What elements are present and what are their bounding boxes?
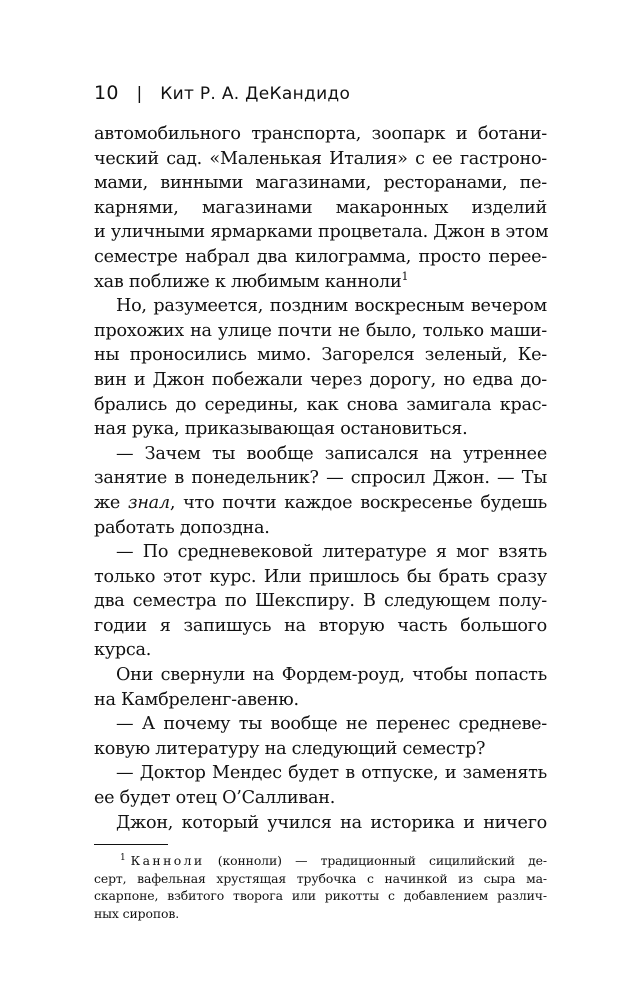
text-line: автомобильного транспорта, зоопарк и ботани- bbox=[94, 124, 547, 144]
text-line: на Камбреленг-авеню. bbox=[94, 689, 299, 710]
line-text: же bbox=[94, 492, 128, 513]
footnote bbox=[94, 852, 547, 922]
text-line: брались до середины, как снова замигала крас- bbox=[94, 394, 547, 415]
text-line: два семестра по Шекспиру. В следующем полу- bbox=[94, 591, 547, 612]
text-line bbox=[94, 270, 547, 295]
text-line: ковую литературу на следующий семестр? bbox=[94, 738, 486, 759]
text-line: Джон, который учился на историка и ничего bbox=[116, 812, 547, 833]
text-line: ее будет отец О’Салливан. bbox=[94, 788, 336, 809]
text-line: только этот курс. Или пришлось бы брать сразу bbox=[94, 566, 547, 587]
line-text: хав поближе к любимым канноли bbox=[94, 271, 402, 292]
text-line: — А почему ты вообще не перенес средневе- bbox=[116, 714, 547, 735]
text-line: Но, разумеется, поздним воскресным вечером bbox=[116, 296, 547, 317]
header-separator: | bbox=[136, 84, 143, 104]
text-line: ная рука, приказывающая остановиться. bbox=[94, 419, 468, 440]
text-line: Они свернули на Фордем-роуд, чтобы попасть bbox=[116, 665, 547, 686]
footnote-divider bbox=[94, 844, 168, 845]
footnote-line: серт, вафельная хрустящая трубочка с начинкой из сыра ма- bbox=[94, 870, 547, 886]
footnote-text: (конноли) — традиционный сицилийский де- bbox=[204, 853, 547, 868]
running-head bbox=[94, 82, 350, 104]
author-title: Кит Р. А. ДеКандидо bbox=[160, 84, 351, 104]
text-line: годии я запишусь на вторую часть большого bbox=[94, 615, 547, 636]
text-line: ческий сад. «Маленькая Италия» с ее гастроно- bbox=[94, 148, 547, 169]
text-line: ны проносились мимо. Загорелся зеленый, Ке- bbox=[94, 345, 547, 366]
text-line: прохожих на улице почти не было, только маши- bbox=[94, 320, 547, 341]
text-line: вин и Джон побежали через дорогу, но едва до- bbox=[94, 369, 547, 390]
footnote-line: ных сиропов. bbox=[94, 905, 180, 921]
footnote-line: скарпоне, взбитого творога или рикотты с добавлением различ- bbox=[94, 888, 547, 904]
page-number: 10 bbox=[94, 82, 119, 104]
text-line bbox=[94, 491, 547, 516]
text-line: — Доктор Мендес будет в отпуске, и заменять bbox=[116, 763, 547, 784]
text-line: — Зачем ты вообще записался на утреннее bbox=[116, 443, 547, 464]
footnote-line bbox=[94, 852, 547, 870]
footnote-marker: 1 bbox=[120, 853, 126, 863]
body-text bbox=[94, 122, 547, 835]
text-line: курса. bbox=[94, 640, 152, 661]
text-line: мами, винными магазинами, ресторанами, пе- bbox=[94, 173, 547, 194]
line-text: , что почти каждое воскресенье будешь bbox=[169, 492, 547, 513]
text-line: работать допоздна. bbox=[94, 517, 270, 538]
text-line: — По средневековой литературе я мог взять bbox=[116, 542, 547, 563]
text-line: карнями, магазинами макаронных изделий bbox=[94, 197, 547, 218]
text-line: занятие в понедельник? — спросил Джон. — Ты bbox=[94, 468, 547, 489]
text-line: и уличными ярмарками процветала. Джон в этом bbox=[94, 222, 549, 243]
footnote-term: Канноли bbox=[130, 853, 205, 868]
text-line: семестре набрал два килограмма, просто переe- bbox=[94, 246, 547, 267]
footnote-ref[interactable]: 1 bbox=[401, 269, 409, 283]
emphasis: знал bbox=[128, 492, 170, 513]
